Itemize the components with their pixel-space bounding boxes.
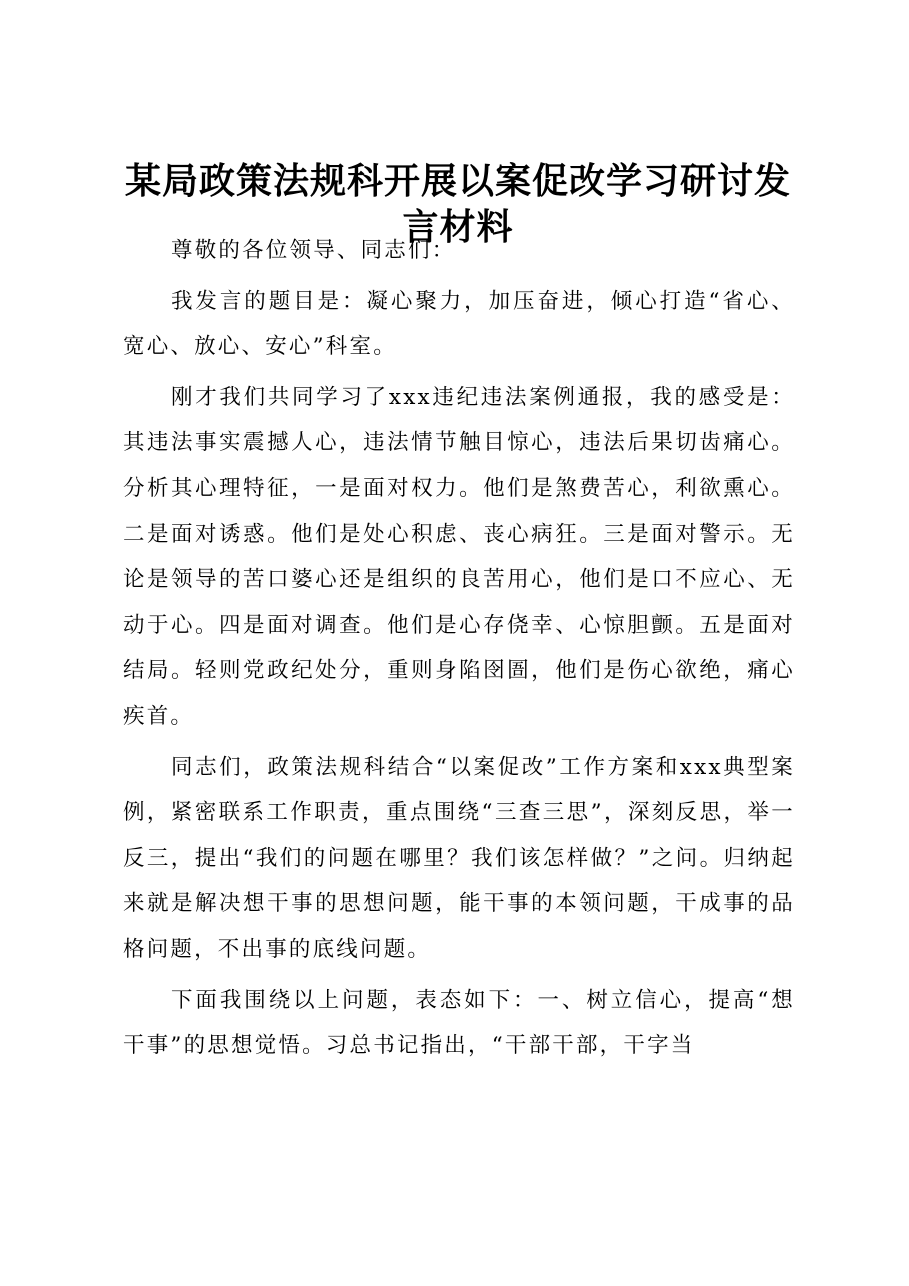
paragraph-salutation: 尊敬的各位领导、同志们： [171, 238, 456, 263]
paragraph-three-checks: 同志们，政策法规科结合“以案促改”工作方案和xxx典型案例，紧密联系工作职责，重点围绕“三查三思”，深刻反思，举一反三，提出“我们的问题在哪里？我们该怎样做？”之问。归纳起来就是解决想干事的思想问题，能干事的本领问题，干成事的品格问题，不出事的底线问题。 [123, 754, 795, 962]
document-body [123, 228, 795, 1074]
document-title: 某局政策法规科开展以案促改学习研讨发言材料 [124, 160, 791, 248]
paragraph-commitment: 下面我围绕以上问题，表态如下：一、树立信心，提高“想干事”的思想觉悟。习总书记指出，“干部干部，干字当 [123, 987, 795, 1059]
paragraph-case-reflection: 刚才我们共同学习了xxx违纪违法案例通报，我的感受是：其违法事实震撼人心，违法情节触目惊心，违法后果切齿痛心。分析其心理特征，一是面对权力。他们是煞费苦心，利欲熏心。二是面对诱惑。他们是处心积虑、丧心病狂。三是面对警示。无论是领导的苦口婆心还是组织的良苦用心，他们是口不应心、无动于心。四是面对调查。他们是心存侥幸、心惊胆颤。五是面对结局。轻则党政纪处分，重则身陷囹圄，他们是伤心欲绝，痛心疾首。 [123, 384, 795, 729]
paragraph-speech-topic: 我发言的题目是：凝心聚力，加压奋进，倾心打造“省心、宽心、放心、安心”科室。 [123, 288, 795, 360]
